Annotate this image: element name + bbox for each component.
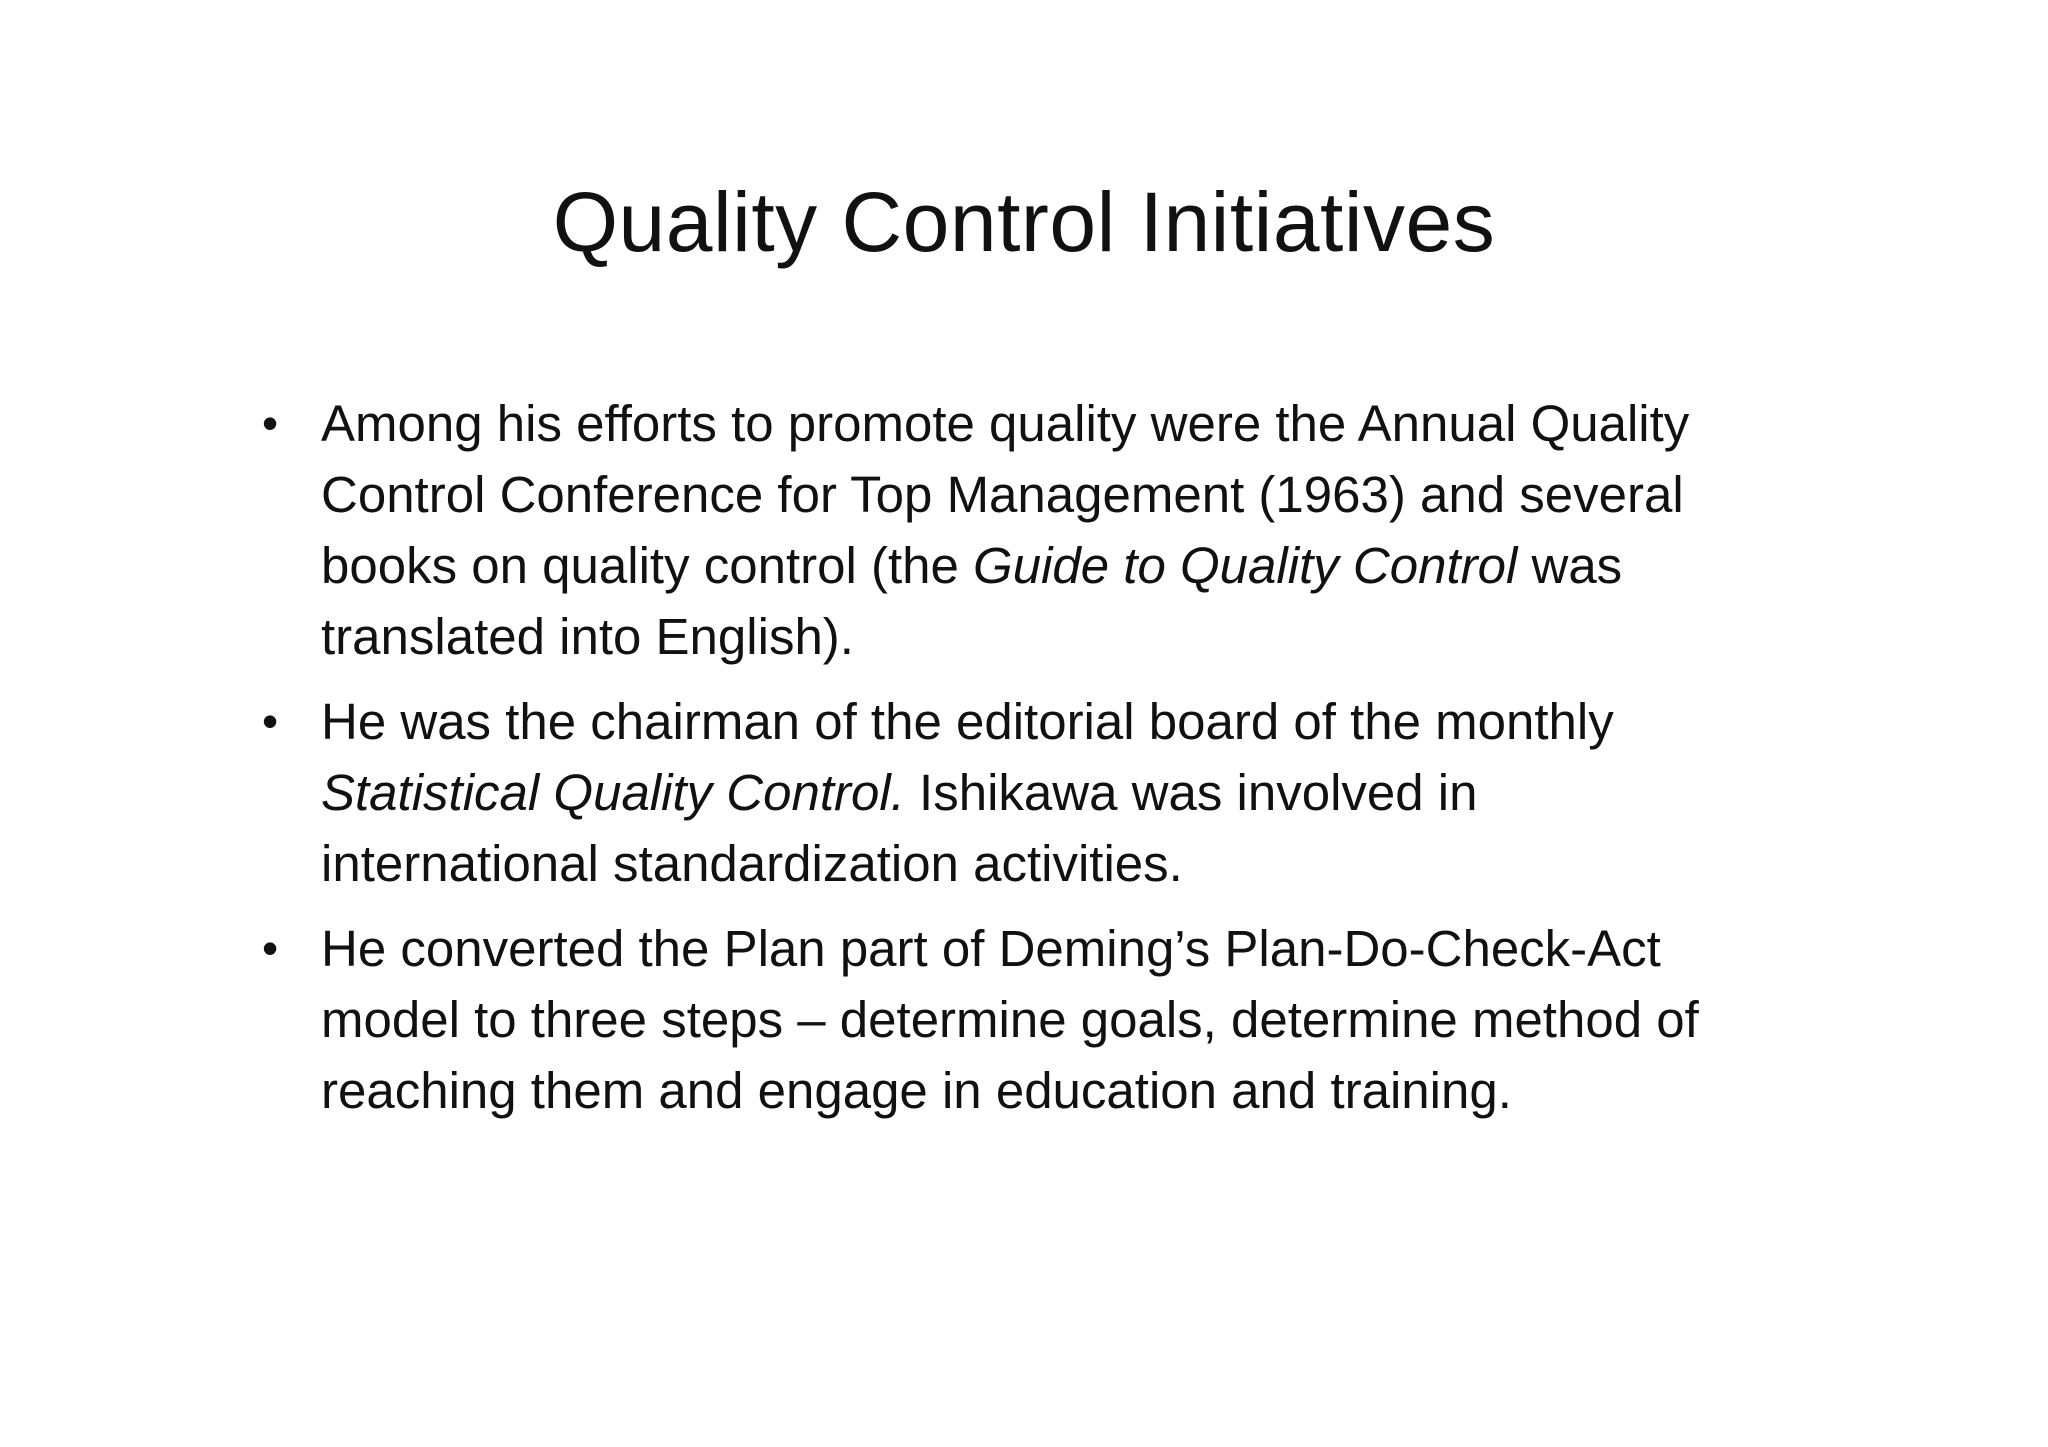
slide-title: Quality Control Initiatives [552, 175, 1496, 269]
bullet-3-line-3: reaching them and engage in education and training. [321, 1062, 1512, 1119]
bullet-list [255, 388, 1815, 1140]
bullet-2-line-1: He was the chairman of the editorial board of the monthly [321, 693, 1614, 750]
book-title-guide: Guide to Quality Control [973, 537, 1518, 594]
bullet-icon: • [261, 695, 279, 747]
publication-title-sqc: Statistical Quality Control. [321, 764, 905, 821]
bullet-2-line-2-text: Ishikawa was involved in [904, 764, 1478, 821]
bullet-1-line-3-text: books on quality control (the [321, 537, 974, 594]
bullet-1-line-3-end: was [1517, 537, 1623, 594]
bullet-item-3 [255, 913, 1815, 1126]
bullet-3-line-2: model to three steps – determine goals, determine method of [321, 991, 1699, 1048]
bullet-1-line-1: Among his efforts to promote quality were the Annual Quality [321, 395, 1690, 452]
bullet-1-line-3 [321, 530, 1815, 601]
bullet-item-2 [255, 686, 1815, 899]
bullet-2-line-3: international standardization activities. [321, 835, 1183, 892]
bullet-1-line-2: Control Conference for Top Management (1963) and several [321, 466, 1684, 523]
bullet-2-line-2 [321, 757, 1815, 828]
bullet-icon: • [261, 397, 279, 449]
bullet-3-line-1: He converted the Plan part of Deming’s Plan-Do-Check-Act [321, 920, 1661, 977]
bullet-1-line-4: translated into English). [321, 608, 854, 665]
bullet-icon: • [261, 922, 279, 974]
bullet-item-1 [255, 388, 1815, 672]
